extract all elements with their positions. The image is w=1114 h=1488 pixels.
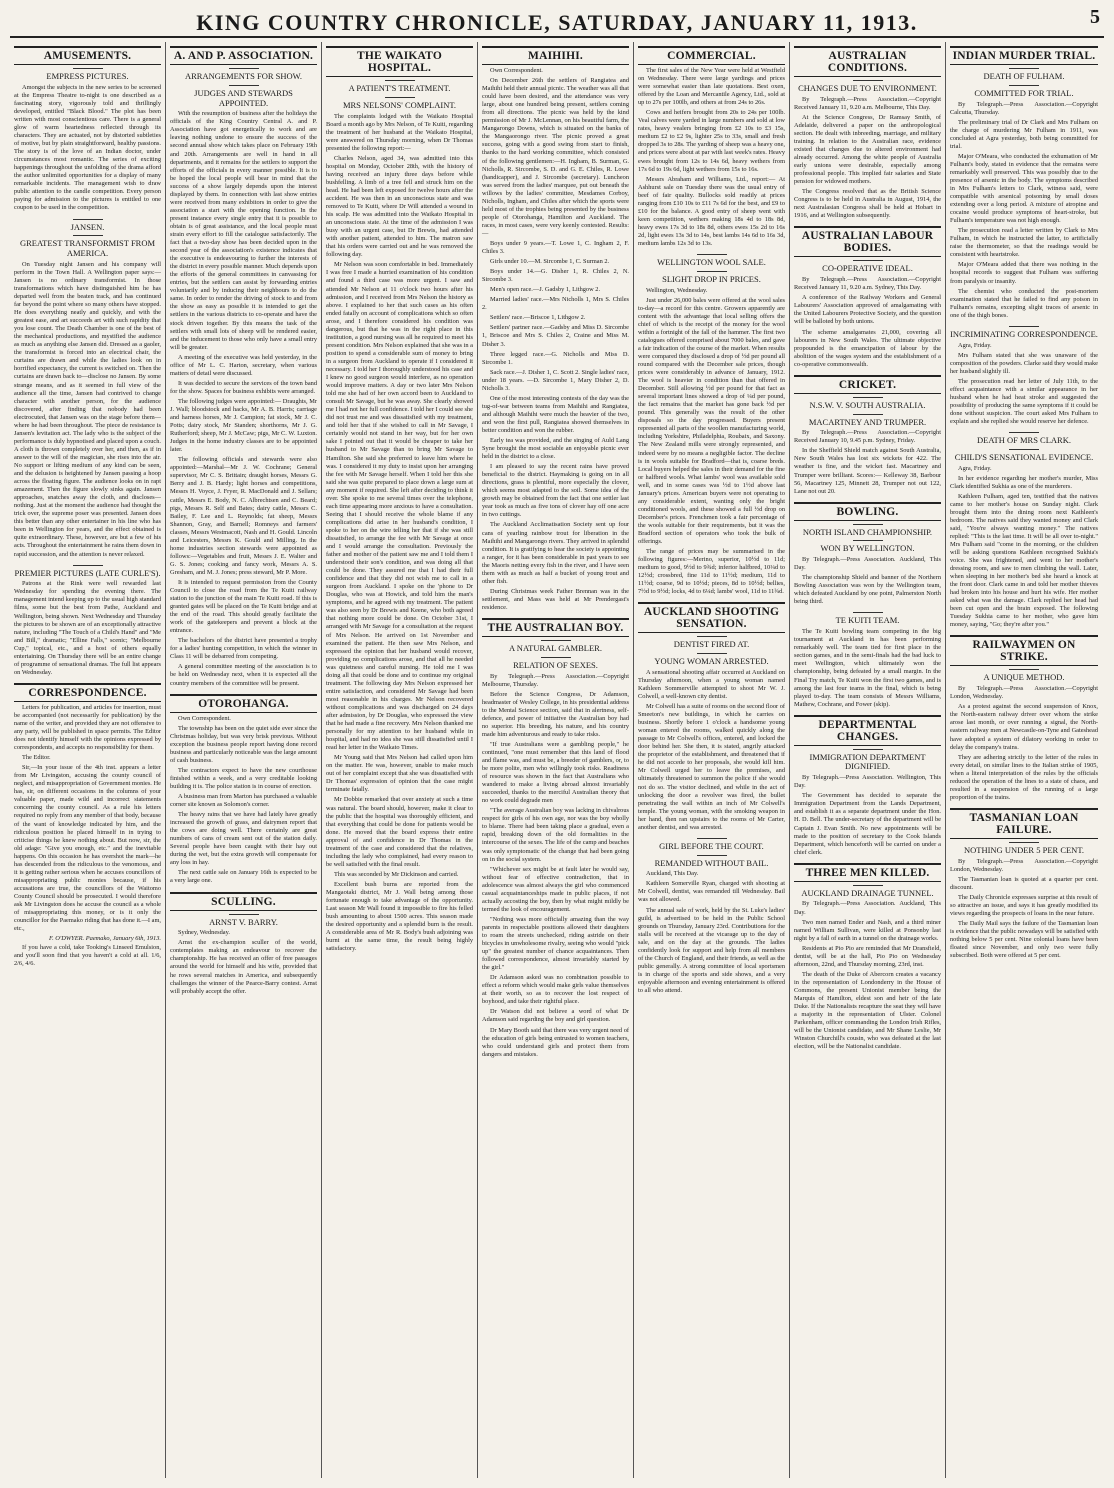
article-subheading: RELATION OF SEXES. [513, 659, 598, 670]
article [794, 863, 941, 1052]
divider [1009, 326, 1039, 327]
article-paragraph: On Tuesday night Jansen and his company will perform in the Town Hall. A Wellington paper says:—Jansen is no ordinary transformist. In those transformations which have distinguished him he has departed well from the beaten track, and has continued far beyond the point where so many others have stopped. He does everything neatly and quickly, and with the greatest ease, and art succeeds art with such rapidity that you lose count. The Death Chamber is one of the best of the mechanical productions, and mystified the audience as much as anything else Jansen did. Dressed as a gaoler, the transformist is forced into an electrical chair, the curtains are drawn and while the ladies look on in horrified expectancy, the current is switched on. Then the curtains are drawn back to—disclose no Jansen. By some strange means, and as it seemed in full view of the audience all the time, Jansen had contrived to change character with another person, for the audience discovered, after finding that nobody had been electrocuted, that Jansen was on the stage before them—where he had been throughout. The piece de resistance is Jansen's levitation act. The lady who is the subject of the performance is duly hypnotised and placed upon a couch. A cloth is thrown completely over her, and then, as if in answer to the will of the magician, she rises into the air. No support or lifting medium of any kind can be seen, and the delusion is heightened by Jansen passing a hoop across the floating figure. The audience looks on in rapt amazement. Then the figure slowly sinks again. Jansen approaches, snatches away the cloth, and discloses—nothing. Just at the moment the audience had thought the trick over, the supreme poser was presented. Jansen does this better than any other entertainer in his line who has been in Wellington for years, and the effect obtained is quite extraordinary. These, however, are but a few of his acts. Throughout the entertainment he rains them down in rapid succession, and the attention is never relaxed. [14, 260, 161, 558]
divider [1009, 432, 1039, 433]
divider [73, 235, 103, 236]
article-paragraph: By Telegraph.—Press Association.—Copyright Received January 10, 9.45 p.m. Sydney, Friday. [794, 429, 941, 445]
divider [541, 640, 571, 641]
article [950, 432, 1098, 629]
advertisement-snippet: If you have a cold, take Tooking's Linseed Emulsion, and you'll soon find that you haven't a cold at all. 1/6, 2/6, 4/6. [14, 944, 161, 968]
article-subheading: JANSEN. [70, 221, 105, 232]
article-paragraph: Agra, Friday. [958, 341, 992, 349]
article [14, 46, 161, 213]
article-heading: AUSTRALIAN LABOUR BODIES. [794, 226, 941, 257]
article-paragraph: Amongst the subjects in the new series to be screened at the Empress Theatre to-night is one described as a fascinating story, vigorously told and thrillingly developed, entitled "Black Blood." The plot has been written with most conscientious care. There is a general glow of warm heartedness reflected through its characters. They are actuated, not by distorted subtleties of motive, but by plain straightforward, healthy passions. The story is of the love of an Indian doctor, under circumstances most romantic. The series of exciting happenings throughout the unfolding of the drama afford the author unlimited opportunities for a display of many remarkable incidents. The management wish to draw public attention to the candle competition. Every person paying for admission to the pictures is entitled to one coupon to be used in the competition. [14, 83, 161, 212]
article [950, 635, 1098, 801]
article [794, 612, 941, 708]
column-1 [10, 42, 166, 1478]
article-paragraph: Sack race.—J. Disher 1, C. Scott 2. Single ladies' race, under 18 years. —D. Sircombe 1, Mary Disher 2, D. Nicholls 3. [482, 368, 629, 392]
article [794, 46, 941, 220]
column-6 [790, 42, 946, 1478]
article-heading: CRICKET. [794, 375, 941, 394]
newspaper-page [10, 0, 1104, 1484]
article-subheading: PREMIER PICTURES (LATE CURLE'S). [14, 567, 161, 578]
article-subheading: YOUNG WOMAN ARRESTED. [654, 656, 769, 667]
article-subheading: A NATURAL GAMBLER. [509, 643, 602, 653]
article-paragraph: During Christmas week Father Brennan was in the settlement, and Mass was held at Mr Prendergast's residence. [482, 587, 629, 611]
article-subheading: MACARTNEY AND TRUMPER. [808, 416, 927, 427]
article-heading: COMMERCIAL. [638, 46, 785, 65]
article-paragraph: I am pleased to say the recent rains have proved beneficial to the district. Haymaking is going on in all directions, grass is plentiful, more especially the clover, which seems most adapted to the soil. Some idea of the growth may be obtained from the fact that one settler last year took as much as five tons of clover hay off one acre in two cuttings. [482, 463, 629, 519]
article-subheading: TE KUITI TEAM. [835, 615, 900, 626]
article-paragraph: Residents at Pio Pio are reminded that Mr Dransfield, dentist, will be at the hall, Pio Pio on Wednesday afternoon, 22nd, and Thursday morning, 23rd, inst. [794, 944, 941, 968]
article-heading: OTOROHANGA. [170, 694, 317, 713]
article-paragraph: The next cattle sale on January 16th is expected to be a very large one. [170, 869, 317, 885]
article-paragraph: The Daily Mail says the failure of the Tasmanian loan is evidence that the public nowadays will be satisfied with nothing below 5 per cent. Nine colonial loans have been floated since November, and only two were fully subscribed. Both were offered at 5 per cent. [950, 919, 1098, 960]
article-heading: TASMANIAN LOAN FAILURE. [950, 808, 1098, 839]
article-paragraph: The complaints lodged with the Waikato Hospital Board a month ago by Mrs Nelson, of Te Kuiti, regarding the treatment of her husband at the Waikato Hospital, were answered on Thursday morning, when Dr Thomas presented the following report:— [326, 112, 473, 152]
article-heading: AMUSEMENTS. [14, 46, 161, 65]
article-heading: MAIHIHI. [482, 46, 629, 65]
article-paragraph: Kathleen Fulham, aged ten, testified that the natives came to her mother's house on Sunday night. Clark brought them into the dining room next Kathleen's bedroom. The natives said they wanted money and Clark said, "You're always wanting money." The natives replied: "This is the last time. It will be all over to-night." Mrs Fulham said "come in the morning, or the children will be asking questions Kathleen recognised Sukhia's voice. She was frightened, and went to her mother's dressing room, and saw to men climbing the wall. Later, when sleeping in her mother's bed she heard a knock at the front door. Clark came in and told her mother thieves had broken into his house and hurt his wife. Her mother asked what was the damage. Clark replied her head had been cut open and the brain exposed. The following Tuesday Sukhia came to her mother, who gave him money, saying, "Go; they're after you." [950, 492, 1098, 629]
article-paragraph: Sydney, Wednesday. [178, 929, 230, 937]
article-paragraph: A meeting of the executive was held yesterday, in the office of Mr L. C. Harton, secretary, when various matters of detail were discussed. [170, 353, 317, 377]
article-paragraph: Mr Nelson was soon comfortable in bed. Immediately I was free I made a hurried examination of his condition and found a third case was more urgent. I saw and attended Mr Nelson at 11 o'clock two hours after his admission, and I received from Mrs Nelson the history as above. I explained to her that such cases as his often ended fatally on account of complications which so often arose, and I therefore considered his condition was dangerous, but that he was in the right place in this institution, a good nursing was all he required to meet his present condition. Mrs Nelson explained that she was in a position to spend a considerable sum of money to bring in a surgeon from Auckland to operate if I considered it necessary. I told her I thoroughly understood his case and I knew no good surgeon would interfere, as no operation would improve matters. A day or two later Mrs Nelson told me she had of her own accord been to Auckland to consult Mr Savage, but he was away. She clearly showed me I had not her full confidence. I told her I could see she did not trust me and was dissatisfied with my treatment, and told her that if she wished to call in Mr Savage, I certainly would not stand in her way, but for her own sake I pointed out that it would be cheaper to take her husband to Mr Savage than to bring Mr Savage to Hamilton. She said she preferred to leave him where he was. I considered it my duty to insist upon her arranging the fee with Mr Savage herself. When I told her this she said she was quite prepared to place down a large sum at any moment if required. She left after deciding to think it over. She spoke to me several times over the telephone, each time appearing more anxious to have a consultation. Seeing that I should receive the whole blame if any complications did arise in her husband's condition, I spoke to her on the wire telling her that if she was still dissatisfied, to arrange the fee with Mr Savage at once and I would arrange the consultation. Previously the father and mother of the patient saw me and I told them I understood their son's condition, and was doing all that could be done. They assured me that I had their full confidence and that they did not wish me to call in a surgeon from Auckland. I spoke on the 'phone to Dr Douglas, who was at Howick, and told him the man's symptoms, and he agreed with my treatment. The patient was also seen by Dr Brewis and Keene, who both agreed that nothing more could be done. On October 31st, I arranged with Mr Savage for a consultation at the request of Mrs Nelson. He arrived on 1st November and examined the patient. He then saw Mrs Nelson, and expressed the opinion that her husband would recover, providing no complications arose, and that all he needed was quietness and careful nursing. He told me I was doing all that could be done and to continue my original treatment. The following day Mrs Nelson expressed her entire satisfaction, and considered Mr Savage had been most reasonable in his charges. Mr Nelson recovered without complications and was discharged on 24 days after admission, by Dr Douglas, who expressed the view that he had made a fine recovery. Mrs Nelson thanked me personally for my attention to her husband while in hospital, and had no idea she was still dissatisfied until I read her letter in the Waikato Times. [326, 261, 473, 752]
divider [1009, 68, 1039, 69]
article-paragraph: "The average Australian boy was lacking in chivalrous respect for girls of his own age, nor was the boy wholly to blame. There had been taking place a gradual, even a rapid, breaking down of the old formalities in the intercourse of the sexes. The life of the camp and beaches was only symptomatic of the change that had been going on in the social system. [482, 807, 629, 863]
article-paragraph: Girls under 10.—M. Sircombe 1, C. Surman 2. [490, 258, 610, 266]
article-subheading: AUCKLAND DRAINAGE TUNNEL. [801, 887, 934, 898]
article-paragraph: Excellent bush burns are reported from the Mangaotaki district, Mr J. Wall being among those fortunate enough to take advantage of the opportunity. Last season Mr Wall found it impossible to fire his felled bush amounting to about 1500 acres. This season made the desired opportunity and a splendid burn is the result. A considerable area of Mr R. Body's bush adjoining was burnt at the same time, the result being highly satisfactory. [326, 880, 473, 953]
article-paragraph: Cows and heifers brought from 20s to 24s per 100lb. Veal calves were yarded in large numbers and sold at low rates, heavy vealers bringing from £2 10s to £3 15s, medium £2 to £2 9s, lighter 25s to 33s, small and fresh dropped 3s to 28s. The yarding of sheep was a heavy one, and prices were about at par with last week's rates. Heavy ewes brought from 12s to 14s 6d, heavy wethers from 17s 6d to 19s 6d, light wethers from 15s to 16s. [638, 109, 785, 173]
article-paragraph: Wellington, Wednesday. [646, 286, 708, 294]
article-paragraph: Mr Young said that Mrs Nelson had called upon him on the matter. He was, however, unable to make much out of her complaint except that she was dissatisfied with Dr Thomas' expression of opinion that the case might terminate fatally. [326, 754, 473, 794]
article-subheading: GIRL BEFORE THE COURT. [659, 840, 764, 851]
article-paragraph: The Editor. [22, 754, 51, 762]
article-subheading: CHILD'S SENSATIONAL EVIDENCE. [954, 451, 1094, 462]
divider [229, 68, 259, 69]
article-paragraph: The Daily Chronicle expresses surprise at this result of so attractive an issue, and says it has greatly modified its views regarding the prospects of loans in the near future. [950, 893, 1098, 917]
article-heading: AUSTRALIAN CONDITIONS. [794, 46, 941, 77]
article-subheading: ARNST V. BARRY. [209, 916, 278, 927]
article [950, 326, 1098, 426]
article-subheading: REMANDED WITHOUT BAIL. [654, 857, 769, 868]
article-paragraph: The prosecution read her letter of July 11th, to the effect acquaintance with a similar appearance in her husband when he had heat stroke and suggested the possibility of producing the same symptoms if it could be done without suspicion. The court asked Mrs Fulham to explain and she replied she would reserve her defence. [950, 377, 1098, 425]
article-paragraph: Arnst the ex-champion sculler of the world, contemplates making an endeavour to recover the championship. He has received an offer of free passages around the world for himself and his wife, provided that he rows several matches in America, and subsequently challenges the winner of the Pearce-Barry contest. Arnst will probably accept the offer. [170, 939, 317, 995]
column-3 [322, 42, 478, 1478]
article-paragraph: "Whichever sex might be at fault later he would say, without fear of effective contradiction, that in adolescence was almost always the girl who commenced casual acquaintanceships made in public places, if not actually accosting the boy, then by what might mildly be termed the look of encouragement. [482, 865, 629, 913]
article-paragraph: Dr Watson did not believe a word of what Dr Adamson said regarding the boy and girl question. [482, 1008, 629, 1024]
divider [853, 749, 883, 750]
divider [73, 68, 103, 69]
article-subheading: NOTHING UNDER 5 PER CENT. [963, 844, 1085, 855]
article [794, 502, 941, 607]
article-paragraph: On December 26th the settlers of Rangiatea and Maihihi held their annual picnic. The weather was all that could have been desired, and the attendance was very large, about one hundred being present, settlers coming from all directions. The picnic was held by the kind permission of Mr J. McLennan, on his beautiful farm, the Mangarongo Downs, which is situated on the banks of the Mangaorongo river. The picnic proved a great success, going with a good swing from start to finish, thanks to the hard working committee, which consisted of the following gentlemen:—H. Ingham, B. Surman, G. Nicholls, R. Sircombe, S. D. and G. E. Chiles, R. Lowe (handicapper), and J. Sircombe (secretary). Luncheon was served from the ladies' marquee, put out beneath the willows by the ladies' committee, Mesdames Corboy, Nicholls, Ingham, and Chiles after which the sports were held most of the trophies being presented by the business people of Otorohanga, Hamilton and Auckland. The races, in most cases, were very keenly contested. Results:— [482, 77, 629, 237]
column-5 [634, 42, 790, 1478]
divider [1009, 449, 1039, 450]
article-paragraph: The death of the Duke of Abercorn creates a vacancy in the representation of Londonderry in the House of Commons, the present Unionist member being the Marquis of Hamilton, eldest son and heir of the late Duke. If the Nationalists recapture the seat they will have a majority in the representation of Ulster. Colonel Parkenham, officer commanding the London Irish Rifles, will be the Unionist candidate, and Mr Shane Leslie, Mr Winston Churchill's cousin, who was defeated at the last election, will be the Nationalist candidate. [794, 970, 941, 1051]
article-paragraph: Letters for publication, and articles for insertion, must be accompanied (not necessarily for publication) by the name of the writer, and provided they are not offensive to any party, will be published in space permits. The Editor does not identify himself with the opinions expressed by correspondents, and accepts no responsibility for them. [14, 703, 161, 752]
article-paragraph: By Telegraph.—Press Association.—Copyright London, Wednesday. [950, 685, 1098, 701]
article [170, 892, 317, 996]
article-heading: A. AND P. ASSOCIATION. [170, 46, 317, 65]
divider [853, 414, 883, 415]
article [638, 838, 785, 995]
article-paragraph: In the Sheffield Shield match against South Australia, New South Wales has lost six wickets for 422. The weather is fine, and the wicket fast. Macartney and Trumper were brilliant. Scores:— Kelleway 38, Barbour 56, Macartney 125, Minnett 28, Trumper not out 122, Lane not out 20. [794, 447, 941, 495]
article-paragraph: Own Correspondent. [490, 67, 543, 74]
article-subheading: ARRANGEMENTS FOR SHOW. [184, 71, 303, 81]
article [638, 46, 785, 248]
article-paragraph: Mrs Fulham stated that she was unaware of the composition of the powders. Clarke said they would make her husband slightly ill. [950, 351, 1098, 375]
divider [385, 80, 415, 81]
article-paragraph: Boys under 9 years.—T. Lowe 1, C. Ingham 2, F. Chiles 3. [482, 239, 629, 256]
article-paragraph: Auckland, This Day. [646, 870, 699, 878]
divider [229, 85, 259, 86]
article-heading: THE WAIKATO HOSPITAL. [326, 46, 473, 77]
article-paragraph: Charles Nelson, aged 34, was admitted into this hospital on Monday, October 28th, with the history of having received an injury three days before while bushfelling. A limb of a tree fell and struck him on the head. He had been left exposed for twelve hours after the accident. He was then in an unconscious state and was removed to Te Kuiti, where Dr Will attended a wound in his scalp. He was admitted into the Waikato Hospital in an unconscious state. At the time of the admission I was busy with an urgent case, but Dr Brewis, had attended with another patient, attended to him. The matron saw that his orders were carried out and he was removed the following day. [326, 154, 473, 259]
divider [697, 855, 727, 856]
article-paragraph: Married ladies' race.—Mrs Nicholls 1, Mrs S. Chiles 2. [482, 296, 629, 312]
divider [697, 838, 727, 839]
article [794, 226, 941, 368]
article-paragraph: Early tea was provided, and the singing of Auld Lang Syne brought the most sociable an enjoyable picnic ever held in the district to a close. [482, 437, 629, 461]
article [170, 694, 317, 886]
article-paragraph: The preliminary trial of Dr Clark and Mrs Fulham on the charge of murdering Mr Fulham in 1911, was concluded at Agra yesterday, both being committed for trial. [950, 118, 1098, 150]
article-paragraph: Mr Dobbie remarked that over anxiety at such a time was natural. The board should, however, make it clear to the public that the hospital was thoroughly efficient, and that everything that could be done for patients would be done. He moved that the board express their entire approval of and confidence in Dr Thomas in the treatment of the case and considered that the relatives, including the lady who complained, had every reason to be well satisfied with the final result. [326, 796, 473, 868]
divider [1009, 85, 1039, 86]
article-paragraph: The Auckland Acclimatisation Society sent up four cans of yearling rainbow trout for liberation in the Maihihi and Mangarongo rivers. They arrived in splendid condition. It is gratifying to hear the society is appointing a ranger, for it has been considerable in past years to see the Maoris netting every fish in the river, and I have seen them with as much as half a bucket of young trout and other fish. [482, 521, 629, 585]
article-paragraph: The range of prices may be summarised in the following figures:—Merino, superior, 10½d to 11d; medium to good, 9½d to 9¾d; inferior halfbred, 10¼d to 12½d; crossbred, fine 11d to 11½d; medium, 11d to 11½d; coarse, 9d to 10½d; pieces, 8d to 10½d; bellies, 7½d to 9½d; locks, 4d to 6¼d; lambs' wool, 11d to 11¾d. [638, 548, 785, 596]
divider [697, 636, 727, 637]
article-subheading: WELLINGTON WOOL SALE. [657, 257, 766, 268]
article [794, 375, 941, 496]
article-paragraph: Dr Adamson asked was no combination possible to effect a reform which would make girls value themselves at their worth, so as to recover the lost respect of boyhood, and take their rightful place. [482, 974, 629, 1006]
divider [853, 885, 883, 886]
article-paragraph: The scheme amalgamates 21,000, covering all labourers in New South Wales. The ultimate objective propounded is the emancipation of labour by the abolition of the wages system and the establishment of a co-operative commonwealth. [794, 328, 941, 368]
article-paragraph: By Telegraph.—Press Association.—Copyright London, Wednesday. [950, 857, 1098, 873]
article-paragraph: This was seconded by Mr Dickinson and carried. [334, 870, 459, 878]
columns [10, 42, 1104, 1478]
article-heading: RAILWAYMEN ON STRIKE. [950, 635, 1098, 666]
article-paragraph: The chemist who conducted the post-mortem examination stated that he failed to find any poison in Fulham's remains, excepting slight traces of arsenic in one of the thigh bones. [950, 287, 1098, 319]
article-paragraph: In her evidence regarding her mother's murder, Miss Clark identified Sukhia as one of the murderers. [950, 474, 1098, 490]
article-subheading: INCRIMINATING CORRESPONDENCE. [950, 328, 1098, 339]
divider [853, 260, 883, 261]
letter-signoff: F. O'DWYER. Paemako, January 6th, 1913. [48, 935, 161, 943]
article-subheading: SLIGHT DROP IN PRICES. [662, 273, 761, 284]
article-subheading: DEATH OF MRS CLARK. [977, 434, 1071, 445]
article-subheading: EMPRESS PICTURES. [46, 71, 129, 81]
article-subheading: MRS NELSONS' COMPLAINT. [342, 99, 457, 110]
article-paragraph: A sensational shooting affair occurred at Auckland on Thursday afternoon, when a young woman named Kathleen Sommerville attempted to shoot Mr W. J. Colwell, a well-known city dentist. [638, 668, 785, 701]
divider [853, 612, 883, 613]
column-4 [478, 42, 634, 1478]
page-number: 5 [1090, 6, 1100, 28]
article-paragraph: The prosecution read a letter written by Clark to Mrs Fulham, in which he instructed the latter, to artificially raise the thermometer, so that the readings would be consistent with heartstroke. [950, 227, 1098, 259]
article-paragraph: They are adhering strictly to the letter of the rules in every detail, on similar lines to the Italian strike of 1905, when a literal interpretation of the rules by the officials reduced the operation of the lines to a state of chaos, and resulted in a suspension of the running of a large proportion of the trains. [950, 753, 1098, 801]
article-paragraph: Before the Science Congress, Dr Adamson, headmaster of Wesley College, in his presidential address to the Mental Science section, said that in alertness, self-defence, and power of initiative the Australian boy had no superior. His breeding, his nature, and his country made him adventurous and ready to take risks. [482, 690, 629, 738]
article-paragraph: The contractors expect to have the new courthouse finished within a week, and a very creditable looking building it is. The police station is in course of erection. [170, 766, 317, 790]
article [482, 46, 629, 612]
article-paragraph: A business man from Marton has purchased a valuable corner site known as Solomon's corner. [170, 793, 317, 809]
article-paragraph: Settlers' partner race.—Gadsby and Miss D. Sircombe 1, Briscoe and Mrs S. Chiles 2, Craine and Miss M. Disher 3. [482, 324, 629, 348]
article-paragraph: Patrons at the Rink were well rewarded last Wednesday for spending the evening there. The management intend keeping up to the usual high standard films, some but the best from Pathe, Auckland and Wellington, being shown. Next Wednesday and Thursday the pictures to be shown are of an exceptionally attractive nature, including "The Touch of a Child's Hand" and "Me and Bill," dramatic; "Elline Falls," scenic; "Melbourne Cup," topical, etc., and a host of others equally entertaining. On Thursday there will be an entire change of programme of sensational dramas. The full list appears on Wednesday. [14, 580, 161, 676]
article-paragraph: It was decided to secure the services of the town band for the show. Spaces for business exhibits were arranged. [170, 379, 317, 395]
article-paragraph: With the resumption of business after the holidays the officials of the King Country Central A. and P. Association have got energetically to work and are leaving nothing undone to ensure the success of the second annual show which takes place on February 19th and 20th. Arrangements are well in hand in all departments, and it remains for the settlers to support the efforts of the officials in every manner possible. It is to be hoped the local people will bear in mind that the success of a show largely depends upon the interest displayed by them. In connection with last show entries were received from many exhibitors in order to give the association a start with the opening function. In the present instance every single entry that it is possible to obtain is of great assistance, and the local people must strain every effort to fill the catalogue satisfactorily. The fact that a two-day show has been decided upon in the second year of the association's existence indicates that the executive is endeavouring to further the interests of the district in every possible manner. Much depends upon the efforts of the general committees in canvassing for entries, but the settlers can assist by forwarding entries voluntarily and by inducing their neighbours to do the same. In order to render the driving of stock to and from the show as easy as possible it is intended to get the settlers in the various districts to co-operate and have the stock driven together. By this means the task of the settlers with small lots of sheep will be rendered easier, and the inducement to those who only have a small entry will be greater. [170, 110, 317, 351]
article-subheading: WON BY WELLINGTON. [820, 543, 915, 554]
article-subheading: N.S.W. V. SOUTH AUSTRALIA. [809, 399, 926, 410]
article-paragraph: Agra, Friday. [958, 464, 992, 472]
article [14, 683, 161, 968]
article [170, 46, 317, 688]
divider [853, 540, 883, 541]
article-heading: THE AUSTRALIAN BOY. [482, 618, 629, 637]
article-subheading: DENTIST FIRED AT. [673, 639, 750, 650]
divider [1009, 842, 1039, 843]
article-paragraph: Just under 26,000 bales were offered at the wool sales to-day—a record for this centre. Growers apparently are content with the advantage that local selling offers the chief of which is the receipt of the money for the wool within a fortnight of the fall of the hammer. The first two catalogues offered comprised about 7000 bales, and gave a fair indication of the course of the market. When results were compared they disclosed a drop of ½d per pound all round compared with the December sale prices, though prices were considerably in advance of January, 1912. The wool is heavier in condition than that offered in December. Still allowing ½d per pound for that fact as several important lines showed a drop of ¼d per pound, the fact remains that the market has gone back ½d per pound. This generally was the result of the other disposals so the day progressed. Buyers present represented all parts of the woollen manufacturing world, including Yorkshire, Philadelphia, Roubaix, and Saxony. The New Zealand mills were strongly represented, and indeed were by no means a negligible factor. The decline is in wools suitable for Bradford—that is, coarse breds. Local buyers helped the sales in their demand for the fine or halfbred wools. What lambs' wool was available sold well, and in some cases was ½d to 1½d above last January's prices. American buyers were not operating to any considerable extent, wanting only the bright conditioned wools, and these showed a full ½d drop on December's prices. Frenchmen took a fair percentage of the wools suitable for their requirements, but it was the Bradford section of operators who took the bulk of offerings. [638, 296, 785, 546]
article-paragraph: As a protest against the second suspension of Knox, the North-eastern railway driver over whom the strike arose last month, or over running a signal, the North-eastern railway men at Newcastle-on-Tyne and Gateshead have adopted a system of dilatory working in order to delay the company's trains. [950, 703, 1098, 751]
divider [697, 653, 727, 654]
article-paragraph: Three legged race.—G. Nicholls and Miss D. Sircombe 1. [482, 350, 629, 366]
article [950, 46, 1098, 320]
article-paragraph: The championship Shield and banner of the Northern Bowling Association was won by the Wellington team, which defeated Auckland by one point, Palmerston North being third. [794, 574, 941, 606]
article-heading: AUCKLAND SHOOTING SENSATION. [638, 602, 785, 633]
article-paragraph: By Telegraph.—Press Association.—Copyright Calcutta, Thursday. [950, 100, 1098, 116]
article-paragraph: Major O'Meara added that there was nothing in the hospital records to suggest that Fulham was suffering from paralysis or insanity. [950, 261, 1098, 285]
article-paragraph: By Telegraph.—Press Association.—Copyright Received January 11, 9.20 a.m. Sydney, This Day. [794, 276, 941, 292]
article-heading: CORRESPONDENCE. [14, 683, 161, 702]
article-paragraph: The following officials and stewards were also appointed:—Marshal—Mr J. W. Cochrane; General supervisor, Mr C. S. Brittain; draught horses, Messrs G. Berry and J. B. Hardy; light horses and competitions, Messrs H. Voyce, J. Fryer, R. MacDonald and J. Sellars; cattle, Messrs E. Body, N. C. Albrechtsen and C. Beard; pigs, Messrs R. Self and Bates; dairy cattle, Messrs C. Bailey, F. Lee and L. Reynolds; fat sheep, Messrs Shannon, Gray, and Barnell; Romneys and farmers' classes, Messrs Westmacott, Nash and H. Gould. Lincoln and Leicesters, Messrs K. Gould and Milling. In the home industries section stewards were appointed as follows:—Vegetables and fruit, Messrs J. E. Walter and G. S. Jones; cooking and fancy work, Messrs A. S. Gresham, and M. J. Jones; press steward, Mr P. More. [170, 456, 317, 576]
article [638, 602, 785, 831]
article-paragraph: Dr Mary Booth said that there was very urgent need of the education of girls being entrusted to women teachers, who could understand girls and protect them from dangers and mistakes. [482, 1026, 629, 1058]
article-subheading: DEATH OF FULHAM. [983, 71, 1065, 81]
article-paragraph: It is intended to request permission from the County Council to close the road from the Te Kuiti railway station to the junction of the main Te Kuiti road. If this is granted gates will be placed on the Te Kuiti bridge and at the end of the road. This should greatly facilitate the work of the gatekeepers and prevent a block at the entrance. [170, 578, 317, 635]
article-subheading: NORTH ISLAND CHAMPIONSHIP. [802, 526, 933, 537]
article-paragraph: Sir,—In your issue of the 4th inst. appears a letter from Mr Livingston, accusing the county council of neglect, and misappropriation of Government monies. He has, sir, on different occasions in the columns of your valuable paper, made wild and incorrect statements concerning the county council. As a rule his letters required no reply from any member of that body, because of the want of knowledge indicated by him, and the ridiculous position he placed himself in in trying to criticise things he knew nothing about. But now, sir, the old adage: "Give you enough, etc." and the inevitable happens. On this occasion he has overshot the mark—he has descended from the ridiculous to the venomous, and it is getting rather serious when he accuses councillors of misappropriating public monies because, if his accusations are true, the councillors of the Waitomo County Council should be prosecuted. I would therefore ask Mr Livingston does he accuse the council as a whole of misappropriating this money, or is it only the councillor for the Paemako riding that has done it.—I am, etc., [14, 764, 161, 933]
article-subheading: JUDGES AND STEWARDS APPOINTED. [194, 87, 293, 108]
divider [853, 524, 883, 525]
article-paragraph: Kathleen Somerville Ryan, charged with shooting at Mr Colwell, dentist, was remanded till Wednesday. Bail was not allowed. [638, 880, 785, 904]
article-paragraph: The annual sale of work, held by the St. Luke's ladies' guild, is advertised to be held in the Public School grounds on Thursday, January 23rd. Contributions for the stalls will be received at the vicarage up to the day of sale, and on the day at the grounds. The ladies confidently look for support and help from all members of the Church of England, and their friends, as well as the public generally. A strong committee of local sportsmen is in charge of the sports and side shows, and a very enjoyable afternoon and evening entertainment is offered to all who attend. [638, 906, 785, 994]
article [950, 808, 1098, 960]
column-7 [946, 42, 1102, 1478]
article-paragraph: The following judges were appointed:— Draughts, Mr J. Wall; bloodstock and hacks, Mr A. B. Harris; carriage and harness horses, Mr J. Campion; fat stock, Mr J. C. Potts; dairy stock, Mr Standen; shorthorns, Mr J. G. Rutherford; sheep, Mr J. McCaw; pigs, Mr C. W. Luxton. Judges in the home industry classes are to be appointed later. [170, 397, 317, 454]
article-paragraph: The first sales of the New Year were held at Westfield on Wednesday. There were large yardings and prices were somewhat easier than late quotations. Best oxen, offered by the Loan and Mercantile Agency, Ltd., sold at up to 27s per 100lb, and others at from 24s to 26s. [638, 67, 785, 107]
divider [73, 219, 103, 220]
article [14, 219, 161, 559]
article-paragraph: The Government has decided to separate the Immigration Department from the Lands Department, and establish it as a separate department under the Hon. H. D. Bell. The under-secretary of the department will be Captain J. Evan Smith. No new appointments will be made to the position of secretary to the Cook Islands Department, which henceforth will be carried on under a chief clerk. [794, 792, 941, 856]
article [14, 565, 161, 677]
article-paragraph: By Telegraph.—Press Association. Auckland, This Day. [794, 556, 941, 572]
article-paragraph: Settlers' race.—Briscoe 1, Lithgow 2. [490, 314, 586, 322]
article-heading: SCULLING. [170, 892, 317, 911]
article-paragraph: Men's open race.—J. Gadsby 1, Lithgow 2. [490, 286, 601, 294]
article-subheading: CO-OPERATIVE IDEAL. [822, 263, 913, 274]
divider [541, 657, 571, 658]
article-paragraph: By Telegraph.—Press Association.—Copyright Melbourne, Thursday. [482, 672, 629, 688]
column-2 [166, 42, 322, 1478]
article-paragraph: One of the most interesting contests of the day was the tug-of-war between teams from Maihihi and Rangiatea, and although Maihihi were much the heavier of the two, and won the first pull, Rangiatea showed themselves in better condition and won the rubber. [482, 394, 629, 434]
article-paragraph: Mr Colwell has a suite of rooms on the second floor of Smeeton's new buildings, in which he carries on business. Shortly before 1 o'clock a handsome young woman entered the rooms, walked quickly along the passage to Mr Colwell's offices, entered, and locked the door behind her. She then, it is stated, angrily attacked the proprietor of the establishment, and threatened that if he did not accede to her proposals, she would kill him. Mr Colwell urged her to leave the premises, and ultimately threatened to summon the police if she would not do so. The visitor declined, and while in the act of unlocking the door a revolver was fired, the bullet penetrating the wall within an inch of Mr Colwell's temple. The young woman, with the smoking weapon in her hand, then ran upstairs to the rooms of Mr Carter, another dentist, and was arrested. [638, 703, 786, 831]
article-paragraph: Messrs Abraham and Williams, Ltd., report:— At Ashhurst sale on Tuesday there was the usual entry of beef of fair quality. Bullocks sold readily at prices ranging from £10 10s to £11 7s 6d for the best, and £9 to £10 for the balance. A good entry of sheep went with keen competition, wethers making 18s 4d to 18s 8d, heavy ewes 17s 3d to 18s 8d, others ewes 15s 2d to 16s 2d, light ewes 13s 3d to 14s, best lambs 14s 6d to 16s 3d, medium lambs 12s 3d to 13s. [638, 175, 785, 247]
article-heading: THREE MEN KILLED. [794, 863, 941, 882]
article-subheading: IMMIGRATION DEPARTMENT DIGNIFIED. [809, 751, 926, 772]
article-subheading: A UNIQUE METHOD. [983, 672, 1065, 683]
divider [853, 80, 883, 81]
article-paragraph: The Te Kuiti bowling team competing in the big tournament at Auckland in has been performing remarkably well. The team tied for first place in the section games, and in the semi-finals had the bad luck to meet Wellington, which ultimately won the championship, being defeated by a small margin. In the Final Try match, Te Kuiti won the first two games, and is among the last four teams in the final, which is being played to-day. The team consists of Messrs Williams, Mathew, Cochrane, and Fower (skip). [794, 628, 941, 708]
masthead-title: KING COUNTRY CHRONICLE, SATURDAY, JANUARY 11, 1913. [196, 10, 918, 35]
article-paragraph: Own Correspondent. [178, 714, 231, 722]
article-subheading: COMMITTED FOR TRIAL. [974, 87, 1074, 98]
article-paragraph: By Telegraph.—Press Association. Auckland, This Day. [794, 900, 941, 916]
article [794, 715, 941, 857]
article-paragraph: The Congress resolved that as the British Science Congress is to be held in Australia in August, 1914, the next Australasian Congress shall be held at Hobart in 1916, and at Wellington subsequently. [794, 188, 941, 220]
article-heading: BOWLING. [794, 502, 941, 521]
divider [697, 254, 727, 255]
article-paragraph: "Nothing was more officially amazing than the way parents in respectable positions allowed their daughters to roam the streets unchecked, riding astride on their bicycles in unwholesome rivalry, seeing who would "pick up" the greatest number of chance acquaintances. Then followed correspondence, almost invariably started by the girl." [482, 915, 629, 972]
article-paragraph: "If true Australians were a gambling people," he continued, "one must remember that this land of flood and flame was, and must be, a breeder of gamblers, or, to be more polite, men who willingly took risks. Readiness of resource was shown in the fact that Australians who wandered to make a living abroad almost invariably succeeded, thanks to the merciful Australian theory that no work could degrade men [482, 740, 629, 805]
article-paragraph: A general committee meeting of the association is to be held on Wednesday next, when it is expected all the country members of the committee will be present. [170, 663, 317, 687]
article-paragraph: A conference of the Railway Workers and General Labourers' Association approved of amalgamating with the United Labourers Protective Society, and the question will be balloted by both unions. [794, 294, 941, 326]
article-subheading: A PATIENT'S TREATMENT. [348, 83, 451, 93]
article-paragraph: The bachelors of the district have presented a trophy for a ladies' hunting competition, in which the winner in Class 11 will be debarred from competing. [170, 637, 317, 661]
article-paragraph: By Telegraph.—Press Association.—Copyright Received January 11, 9.20 a.m. Melbourne, This Day. [794, 95, 941, 111]
article-heading: INDIAN MURDER TRIAL. [950, 46, 1098, 65]
article [638, 254, 785, 596]
article-paragraph: At the Science Congress, Dr Ramsay Smith, of Adelaide, delivered a paper on the anthropological section. He dealt with inbreeding, marriage, and military training. In relation to the Australian race, evidence existed that changes due to altered environment had already occurred. Among the white people of Australia early unions were desirable, especially among professional people. This implied fair salaries and State pension for widowed mothers. [794, 113, 941, 186]
article-subheading: GREATEST TRANSFORMIST FROM AMERICA. [19, 238, 156, 259]
article-paragraph: Major O'Meara, who conducted the exhumation of Mr Fulham's body, stated in evidence that the remains were remarkably well preserved. This was possibly due to the presence of arsenic in the body. The symptoms described in Mrs Fulham's letters to Clark, witness said, were compatible with arsenical poisoning by small doses extending over a long period. A mixture of atropine and cocaine would produce symptoms of heart-stroke, but Fulham's temperature was not high enough. [950, 152, 1098, 225]
article-subheading: CHANGES DUE TO ENVIRONMENT. [798, 83, 937, 93]
divider [73, 565, 103, 566]
article-paragraph: By Telegraph.—Press Association. Wellington, This Day. [794, 774, 941, 790]
divider [229, 914, 259, 915]
masthead [10, 6, 1104, 38]
article-paragraph: The Tasmanian loan is quoted at a quarter per cent. discount. [950, 875, 1098, 891]
article-paragraph: Two men named Ender and Nash, and a third miner named William Sullivan, were killed at Ponsonby last night by a fall of earth in a tunnel on the drainage works. [794, 918, 941, 942]
divider [385, 97, 415, 98]
divider [853, 397, 883, 398]
article-heading: DEPARTMENTAL CHANGES. [794, 715, 941, 746]
article [482, 618, 629, 1059]
article-paragraph: Boys under 14.—G. Disher 1, R. Chiles 2, N. Sircombe 3. [482, 268, 629, 284]
divider [697, 271, 727, 272]
divider [1009, 669, 1039, 670]
article-paragraph: The township has been on the quiet side ever since the Christmas holiday, but was very brisk previous. Without exception the business people report having done record business and particularly noticeable was the large amount of cash business. [170, 724, 317, 764]
article [326, 46, 473, 953]
article-paragraph: The heavy rains that we have had lately have greatly increased the growth of grass, and dairymen report that the cows are doing well. There certainly are great numbers of cans of cream sent out of the station daily. Several people have been caught with their hay out during the wet, but the extra growth will compensate for any loss in hay. [170, 811, 317, 867]
